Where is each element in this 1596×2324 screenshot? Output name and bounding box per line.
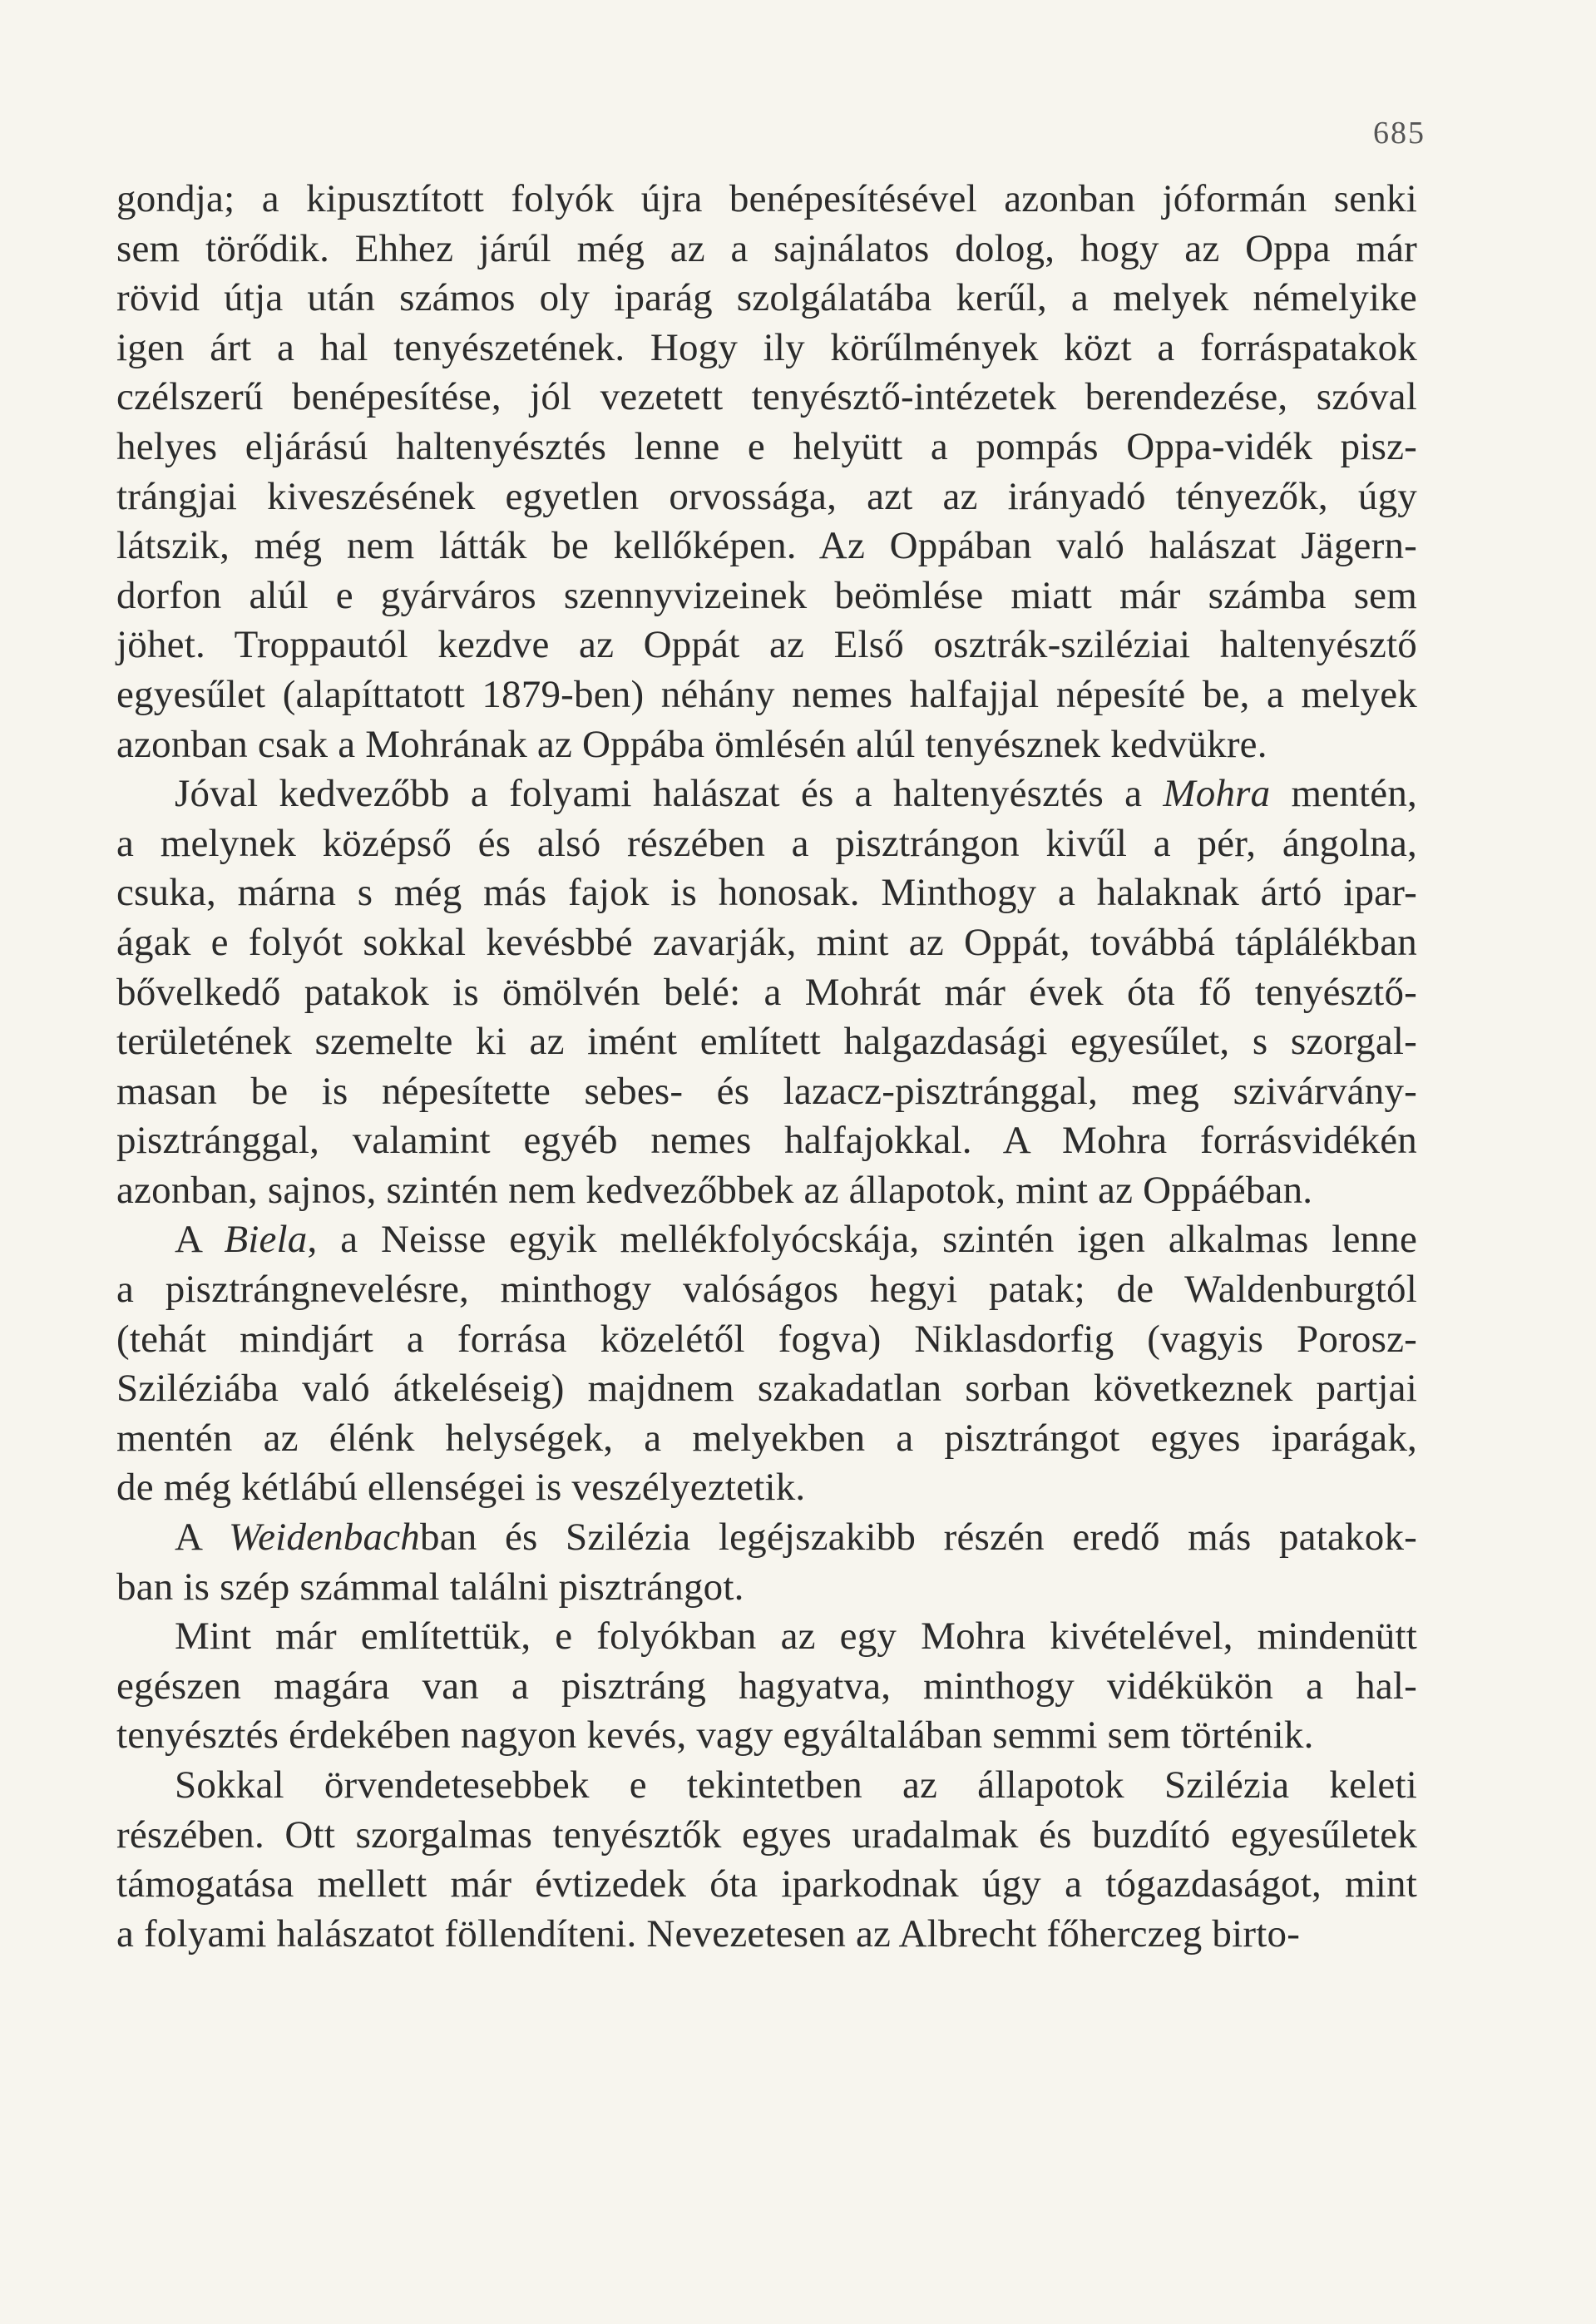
paragraph (116, 1761, 1417, 1959)
paragraph (116, 175, 1417, 769)
text-line: bővelkedő patakok is ömölvén belé: a Mohrát már évek óta fő tenyésztő- (116, 970, 1417, 1014)
paragraph (116, 1513, 1417, 1612)
text-line: ban is szép számmal találni pisztrángot. (116, 1565, 744, 1609)
text-line: jöhet. Troppautól kezdve az Oppát az Első osztrák-sziléziai haltenyésztő (116, 623, 1417, 667)
text-segment: A (175, 1218, 225, 1262)
text-segment: A (175, 1516, 230, 1560)
text-line: igen árt a hal tenyészetének. Hogy ily körűlmények közt a forráspatakok (116, 325, 1417, 369)
text-segment: , a Neisse egyik mellékfolyócskája, szintén igen alkalmas lenne (307, 1218, 1418, 1262)
text-line: a melynek középső és alsó részében a pisztrángon kivűl a pér, ángolna, (116, 821, 1417, 865)
text-line (116, 1215, 1417, 1265)
text-line: ágak e folyót sokkal kevésbbé zavarják, mint az Oppát, továbbá táplálékban (116, 920, 1417, 964)
text-line: Mint már említettük, e folyókban az egy Mohra kivételével, mindenütt (175, 1614, 1417, 1659)
text-line: részében. Ott szorgalmas tenyésztők egyes uradalmak és buzdító egyesűletek (116, 1812, 1417, 1857)
text-line: csuka, márna s még más fajok is honosak. Minthogy a halaknak ártó ipar- (116, 871, 1417, 915)
italic-term: Mohra (1163, 772, 1271, 816)
text-line: a pisztrángnevelésre, minthogy valóságos hegyi patak; de Waldenburgtól (116, 1268, 1417, 1312)
text-segment: Jóval kedvezőbb a folyami halászat és a haltenyésztés a (175, 772, 1164, 816)
italic-term: Biela (224, 1218, 308, 1262)
text-line: sem törődik. Ehhez járúl még az a sajnálatos dolog, hogy az Oppa már (116, 226, 1417, 270)
page-number: 685 (1373, 116, 1426, 151)
text-line: de még kétlábú ellenségei is veszélyeztetik. (116, 1466, 806, 1510)
text-segment: ban és Szilézia legéjszakibb részén eredő más patakok- (420, 1516, 1417, 1560)
text-line: pisztránggal, valamint egyéb nemes halfajokkal. A Mohra forrásvidékén (116, 1119, 1417, 1163)
text-line: tenyésztés érdekében nagyon kevés, vagy egyáltalában semmi sem történik. (116, 1713, 1314, 1758)
text-segment: mentén, (1270, 772, 1417, 816)
text-line: dorfon alúl e gyárváros szennyvizeinek beömlése miatt már számba sem (116, 573, 1417, 617)
paragraph (116, 769, 1417, 1215)
text-line: gondja; a kipusztított folyók újra benépesítésével azonban jóformán senki (116, 177, 1417, 220)
text-line: területének szemelte ki az imént említett halgazdasági egyesűlet, s szorgal- (116, 1020, 1417, 1064)
text-line: azonban csak a Mohrának az Oppába ömlésén alúl tenyésznek kedvükre. (116, 722, 1267, 766)
text-line: a folyami halászatot föllendíteni. Nevezetesen az Albrecht főherczeg birto- (116, 1911, 1301, 1956)
paragraph (116, 1215, 1417, 1513)
body-text (116, 175, 1417, 1959)
text-line: (tehát mindjárt a forrása közelétől fogva) Niklasdorfig (vagyis Porosz- (116, 1317, 1417, 1361)
text-line: azonban, sajnos, szintén nem kedvezőbbek az állapotok, mint az Oppáéban. (116, 1168, 1313, 1212)
text-line (116, 1513, 1417, 1563)
italic-term: Weidenbach (229, 1516, 421, 1560)
text-line: Sziléziába való átkeléseig) majdnem szakadatlan sorban következnek partjai (116, 1367, 1417, 1411)
text-line: Sokkal örvendetesebbek e tekintetben az állapotok Szilézia keleti (175, 1763, 1417, 1807)
text-line: mentén az élénk helységek, a melyekben a pisztrángot egyes iparágak, (116, 1416, 1417, 1460)
text-line: rövid útja után számos oly iparág szolgálatába kerűl, a melyek némelyike (116, 276, 1417, 320)
text-line: czélszerű benépesítése, jól vezetett tenyésztő-intézetek berendezése, szóval (116, 375, 1417, 419)
text-line: egyesűlet (alapíttatott 1879-ben) néhány nemes halfajjal népesíté be, a melyek (116, 672, 1417, 716)
text-line: egészen magára van a pisztráng hagyatva, minthogy vidékükön a hal- (116, 1664, 1417, 1708)
text-line: helyes eljárású haltenyésztés lenne e helyütt a pompás Oppa-vidék pisz- (116, 424, 1417, 468)
text-line (116, 769, 1417, 819)
text-line: támogatása mellett már évtizedek óta iparkodnak úgy a tógazdaságot, mint (116, 1862, 1417, 1906)
text-line: trángjai kiveszésének egyetlen orvossága, azt az irányadó tényezők, úgy (116, 474, 1417, 518)
text-line: masan be is népesítette sebes- és lazacz-pisztránggal, meg szivárvány- (116, 1069, 1417, 1113)
text-line: látszik, még nem látták be kellőképen. Az Oppában való halászat Jägern- (116, 524, 1417, 568)
paragraph (116, 1612, 1417, 1761)
